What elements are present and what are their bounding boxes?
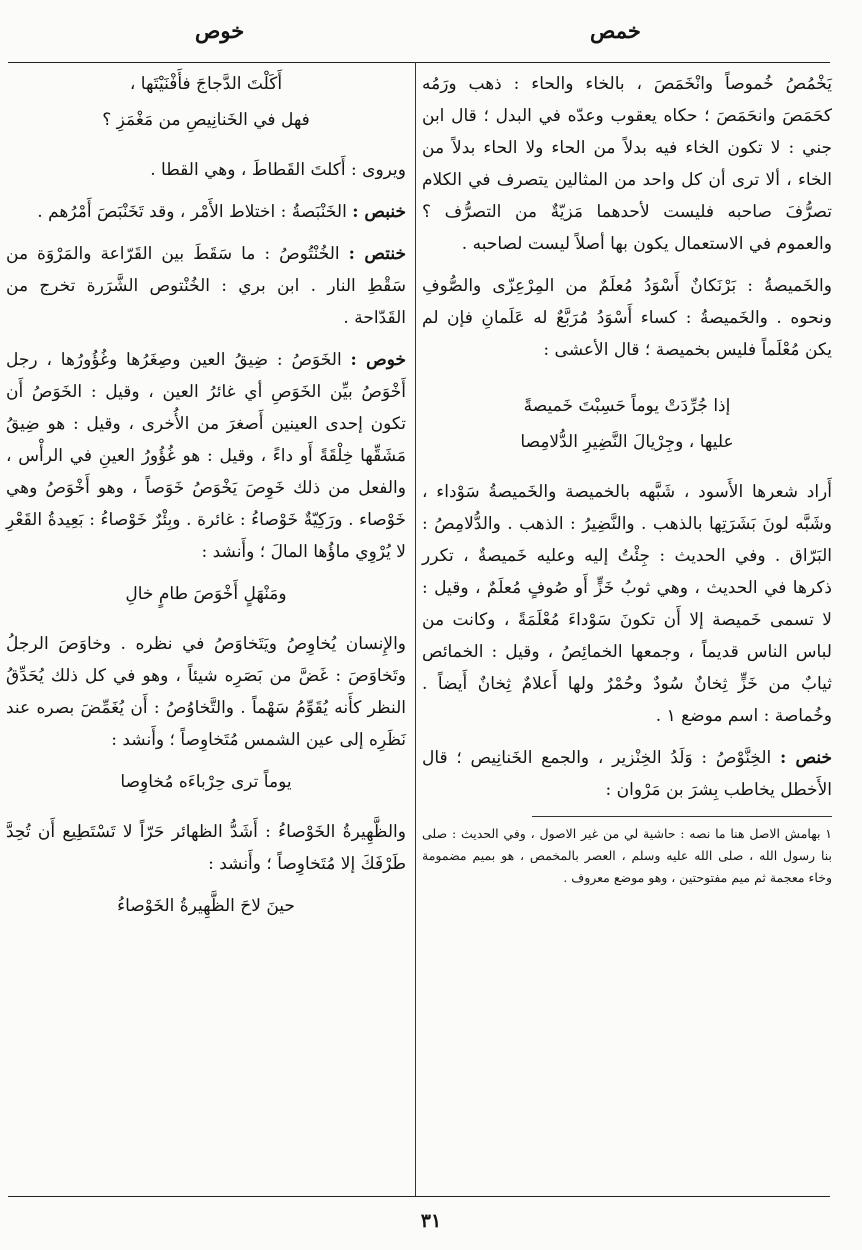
left-column [6,68,406,926]
paragraph-text: ويروى : أَكلتَ القَطاطَ ، وهي القطا . [150,160,406,180]
entry-khws [6,344,406,568]
entry-headword: خوص : [350,350,407,370]
paragraph-text: والخَميصةُ : بَرْنَكانٌ أَسْوَدُ مُعلَمٌ من المِرْعِزّى والصُّوفِ ونحوه . والخَميصةُ : كساء أَسْوَدُ مُرَبَّعٌ له عَلَمانِ فإن لم يكن مُعْلَماً فليس بخميصة ؛ قال الأعشى : [422,276,832,360]
paragraph-text: الخُنْتُوصُ : ما سَقَطَ بين القَرّاعة والمَرْوَة من سَقْطِ النار . ابن بري : الخُنْتوص الشَّرَرة تخرج من القَدّاحة . [6,244,406,328]
entry-headword: خنص : [779,748,832,768]
page-number: ٣١ [420,1210,442,1232]
top-rule [8,62,830,63]
verse-line: يوماً ترى حِرْباءَه مُخاوِصا [120,772,292,792]
verse-line: أَكَلْتَ الدَّجاجَ فأَفْنَيْتَها ، [129,74,283,94]
paragraph-text: يَخْمُصُ خُموصاً وانْخَمَصَ ، بالخاء والحاء : ذهب ورَمُه كحَمَصَ وانحَمَصَ ؛ حكاه يعقوب وعدّه في البدل ؛ قال ابن جني : لا تكون الخاء فيه بدلاً من الحاء ولا الحاء بدلاً من الخاء ، ألا ترى أن كل واحد من المثالين يتصرف في الكلام تصرُّفَ صاحبه فليست لأحدهما مَزيّةٌ من التصرُّف ؟ والعموم في الاستعمال يكون بها أصلاً ليست لصاحبه . [422,74,832,254]
paragraph-text: والإِنسان يُخاوِصُ ويَتَخاوَصُ في نظره . وخاوَصَ الرجلُ وتَخاوَصَ : غَضَّ من بَصَرِه شيئاً ، وهو في كل ذلك يُحَدِّقُ النظر كأَنه يُقَوِّمُ سَهْماً . والتَّخاوُصُ : أَن يُغَمِّضَ بصره عند نَظَرِه إلى عين الشمس مُتَخاوِصاً ؛ وأَنشد : [6,634,406,750]
right-column [422,68,832,899]
verse-line: حينَ لاحَ الظَّهِيرةُ الخَوْصاءُ [117,896,295,916]
paragraph [6,628,406,756]
verse-line: إذا جُرِّدَتْ يوماً حَسِبْتَ خَميصةً [523,396,731,416]
entry-khnts [6,238,406,334]
bottom-rule [8,1196,830,1197]
paragraph-text: الخَوَصُ : ضِيقُ العين وصِغَرُها وغُؤُورُها ، رجل أَخْوَصُ بيِّن الخَوَصِ أي غائرُ العين ، وقيل : الخَوَصُ أَن تكون إحدى العينين أَصغرَ من الأُخرى ، وقيل : هو ضِيقُ مَشَقِّها خِلْقَةً أَو داءً ، وقيل : هو غُؤُورُ العينِ في الرأْس ، والفعل من ذلك خَوِصَ يَخْوَصُ خَوَصاً ، وهو أَخْوَصُ وهي خَوْصاء . ورَكِيّةٌ خَوْصاءُ : غائرة . وبِئْرٌ خَوْصاءُ : بَعِيدةُ القَعْرِ لا يُرْوِي ماؤُها المالَ ؛ وأَنشد : [6,350,406,562]
header-right-entry: خمص [590,18,641,43]
footnote: ١ بهامش الاصل هنا ما نصه : حاشية لي من غير الاصول ، وفي الحديث : صلى بنا رسول الله ، صلى الله عليه وسلم ، العصر بالمخمص ، هو بميم مضمومة وخاء معجمة ثم ميم مفتوحتين ، وهو موضع معروف . [422,826,832,885]
paragraph-text: والظَّهِيرةُ الخَوْصاءُ : أَشَدُّ الظهائر حَرّاً لا تَسْتَطِيع أَن تُحِدَّ طَرْفَكَ إلا مُتَخاوِصاً ؛ وأَنشد : [6,822,406,874]
paragraph [422,270,832,366]
entry-headword: خنبص : [352,202,406,222]
paragraph [422,68,832,260]
entry-khns [422,742,832,806]
paragraph-text: الخِنَّوْصُ : وَلَدُ الخِنْزير ، والجمع الخَنانِيص ؛ قال الأَخطل يخاطب بِشرَ بن مَرْوان : [422,748,832,800]
verse-line: فهل في الخَنانِيصِ من مَغْمَزِ ؟ [102,110,310,130]
paragraph [6,154,406,186]
entry-headword: خنتص : [348,244,406,264]
verse-line: عليها ، وجِرْيالَ النَّضِيرِ الدُّلامِصا [520,432,734,452]
paragraph-text: أَراد شعرها الأَسود ، شَبَّهه بالخميصة والخَميصةُ سَوْداء ، وشَبَّه لونَ بَشَرَتِها بالذهب . والنَّضِيرُ : الذهب . والدُّلامِصُ : البَرّاق . وفي الحديث : جِئْتُ إليه وعليه خَميصةٌ ، تكرر ذكرها في الحديث ، وهي ثوبُ خَزٍّ أَو صُوفٍ مُعلَمٌ ، وقيل : لا تسمى خَميصة إلا أَن تكونَ سَوْداءَ مُعْلَمَةً ، وكانت من لباس الناس قديماً ، وجمعها الخمائِصُ ، وقيل : الخمائص ثيابٌ من خَزٍّ ثِخانٌ سُودٌ وحُمْرٌ ولها أَعلامٌ ثِخانٌ أَيضاً . وخُماصة : اسم موضع ١ . [422,482,832,726]
paragraph [6,816,406,880]
paragraph [422,476,832,732]
column-divider [415,62,416,1196]
verse-line: ومَنْهَلٍ أَخْوَصَ طامٍ خالِ [125,584,287,604]
header-left-entry: خوص [195,18,245,43]
paragraph-text: الخَنْبَصةُ : اختلاط الأَمْر ، وقد تَخَنْبَصَ أَمْرُهم . [37,202,347,222]
footnote-rule [532,816,832,817]
entry-khnbs [6,196,406,228]
